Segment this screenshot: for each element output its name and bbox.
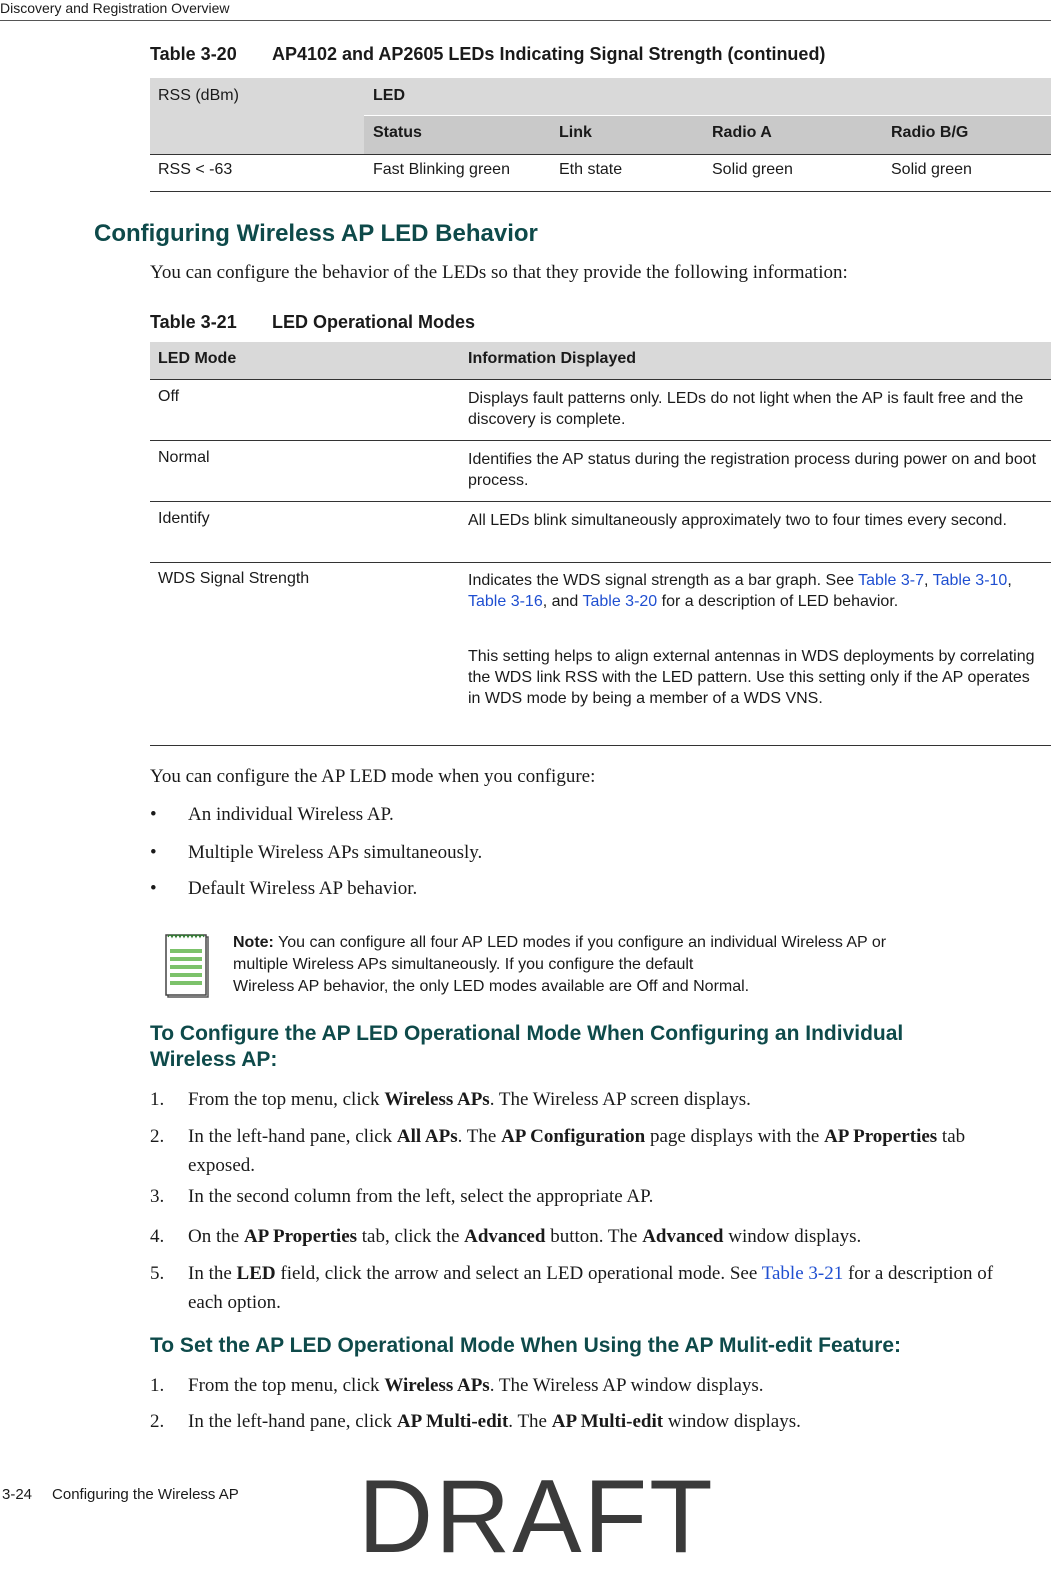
- table-3-21-col-info: Information Displayed: [468, 350, 637, 367]
- table-ref-link[interactable]: Table 3-10: [932, 572, 1008, 589]
- bullet-dot: •: [150, 878, 157, 899]
- table-cell-info: All LEDs blink simultaneously approximately two to four times every second.: [468, 512, 1007, 529]
- table-3-20: [150, 78, 1051, 192]
- ui-term: Advanced: [464, 1226, 546, 1247]
- table-ref-link[interactable]: Table 3-16: [468, 593, 543, 610]
- header-rule: [0, 20, 1051, 21]
- step-text: [188, 1259, 1028, 1317]
- step-text-run: for a description of each option.: [188, 1263, 994, 1313]
- step-number: 2.: [150, 1411, 165, 1432]
- step-text-run: . The Wireless AP window displays.: [489, 1375, 764, 1396]
- step-text-run: tab, click the: [357, 1226, 465, 1247]
- bullet-dot: •: [150, 804, 157, 825]
- note-label: Note:: [233, 934, 274, 951]
- step-number: 5.: [150, 1263, 165, 1284]
- note-text: [233, 932, 1033, 998]
- draft-watermark: DRAFT: [358, 1459, 715, 1575]
- info-text: , and: [542, 593, 583, 610]
- ui-term: AP Configuration: [501, 1126, 646, 1147]
- table-rule: [150, 379, 1051, 380]
- step-text-run: . The Wireless AP screen displays.: [489, 1089, 751, 1110]
- table-cell-info: [468, 570, 1043, 612]
- running-header: Discovery and Registration Overview: [0, 0, 230, 16]
- ui-term: Wireless APs: [384, 1375, 490, 1396]
- step-text: [188, 1182, 1028, 1211]
- ui-term: Advanced: [642, 1226, 724, 1247]
- table-3-20-header-rule: [150, 154, 1051, 155]
- table-3-20-rss-band: [150, 115, 364, 154]
- step-text-run: In the: [188, 1263, 237, 1284]
- step-text-run: In the second column from the left, select the appropriate AP.: [188, 1186, 654, 1207]
- bullet-item: Default Wireless AP behavior.: [188, 878, 418, 899]
- note-line-2: multiple Wireless APs simultaneously. If you configure the default: [233, 956, 694, 973]
- table-rule: [150, 745, 1051, 746]
- ui-term: AP Properties: [824, 1126, 938, 1147]
- info-text: for a description of LED behavior.: [657, 593, 899, 610]
- footer-chapter: Configuring the Wireless AP: [52, 1486, 239, 1503]
- table-cell-info: Displays fault patterns only. LEDs do not light when the AP is fault free and the discovery is complete.: [468, 390, 1024, 428]
- table-3-20-title: AP4102 and AP2605 LEDs Indicating Signal Strength (continued): [272, 44, 826, 64]
- step-text: [188, 1371, 1028, 1400]
- table-3-20-sub-radio-a: Radio A: [712, 124, 772, 141]
- table-cell: Eth state: [559, 161, 623, 178]
- table-rule: [150, 562, 1051, 563]
- table-3-20-sub-radio-bg: Radio B/G: [891, 124, 969, 141]
- table-ref-link[interactable]: Table 3-20: [582, 593, 658, 610]
- table-3-20-sub-link: Link: [559, 124, 592, 141]
- step-text-run: field, click the arrow and select an LED operational mode. See: [275, 1263, 762, 1284]
- table-3-20-bottom-rule: [150, 191, 1051, 192]
- step-text-run: In the left-hand pane, click: [188, 1126, 397, 1147]
- step-text-run: button. The: [545, 1226, 643, 1247]
- table-cell-info-2: This setting helps to align external antennas in WDS deployments by correlating the WDS link RSS with the LED pattern. Use this setting only if the AP operates in WDS mode by being a member of a WDS VNS.: [468, 648, 1035, 707]
- step-number: 2.: [150, 1126, 165, 1147]
- table-3-20-sub-status: Status: [373, 124, 422, 141]
- step-text-run: From the top menu, click: [188, 1089, 385, 1110]
- ui-term: AP Properties: [243, 1226, 358, 1247]
- note-line-1: [233, 932, 1033, 954]
- procedure-1-title: [150, 1021, 903, 1073]
- table-3-21-caption: [150, 312, 475, 333]
- note-line-3: Wireless AP behavior, the only LED modes available are Off and Normal.: [233, 978, 750, 995]
- table-3-20-caption: [150, 44, 825, 65]
- table-3-21-title: LED Operational Modes: [272, 312, 476, 332]
- procedure-1-title-line-1: To Configure the AP LED Operational Mode When Configuring an Individual: [150, 1022, 904, 1045]
- step-number: 1.: [150, 1375, 165, 1396]
- step-text-run: tab exposed.: [188, 1126, 966, 1176]
- step-text-run: On the: [188, 1226, 244, 1247]
- step-number: 4.: [150, 1226, 165, 1247]
- table-3-20-number: Table 3-20: [150, 44, 237, 64]
- step-number: 1.: [150, 1089, 165, 1110]
- table-ref-link[interactable]: Table 3-21: [761, 1263, 844, 1284]
- step-text-run: page displays with the: [645, 1126, 825, 1147]
- table-3-20-divider: [364, 115, 1051, 116]
- footer-page-number: 3-24: [2, 1486, 33, 1503]
- ui-term: AP Multi-edit: [551, 1411, 664, 1432]
- step-number: 3.: [150, 1186, 165, 1207]
- note-text-part: You can configure all four AP LED modes if you configure an individual Wireless AP or: [273, 934, 887, 951]
- table-cell: RSS < -63: [158, 161, 233, 178]
- table-cell: Solid green: [712, 161, 793, 178]
- step-text: [188, 1222, 1028, 1251]
- page-footer: [2, 1486, 239, 1503]
- table-3-20-header-band: [150, 78, 1051, 116]
- step-text-run: window displays.: [663, 1411, 801, 1432]
- procedure-2-title: To Set the AP LED Operational Mode When Using the AP Mulit-edit Feature:: [150, 1334, 901, 1357]
- step-text: [188, 1407, 1028, 1436]
- info-text: Indicates the WDS signal strength as a bar graph. See: [468, 572, 859, 589]
- step-text-run: In the left-hand pane, click: [188, 1411, 397, 1432]
- bullet-dot: •: [150, 842, 157, 863]
- bullet-item: An individual Wireless AP.: [188, 804, 394, 825]
- ui-term: AP Multi-edit: [396, 1411, 509, 1432]
- table-cell-info: Identifies the AP status during the registration process during power on and boot process.: [468, 451, 1037, 489]
- table-cell-mode: Off: [158, 388, 180, 405]
- ui-term: All APs: [396, 1126, 458, 1147]
- section-title: Configuring Wireless AP LED Behavior: [94, 220, 538, 247]
- note-pad-icon: [165, 933, 211, 999]
- ui-term: Wireless APs: [384, 1089, 490, 1110]
- configure-when-text: You can configure the AP LED mode when you configure:: [150, 766, 596, 787]
- table-3-20-col-led: LED: [373, 87, 405, 104]
- step-text: [188, 1085, 1028, 1114]
- table-3-21: [150, 342, 1051, 746]
- step-text: [188, 1122, 1028, 1180]
- table-3-21-col-mode: LED Mode: [158, 350, 237, 367]
- table-cell-mode: Normal: [158, 449, 210, 466]
- table-cell: Fast Blinking green: [373, 161, 510, 178]
- step-text-run: From the top menu, click: [188, 1375, 385, 1396]
- step-text-run: window displays.: [723, 1226, 862, 1247]
- table-rule: [150, 501, 1051, 502]
- info-text: ,: [923, 572, 933, 589]
- step-text-run: . The: [508, 1411, 552, 1432]
- step-text-run: . The: [457, 1126, 502, 1147]
- ui-term: LED: [236, 1263, 276, 1284]
- table-3-21-number: Table 3-21: [150, 312, 237, 332]
- table-cell-mode: Identify: [158, 510, 210, 527]
- table-rule: [150, 440, 1051, 441]
- bullet-item: Multiple Wireless APs simultaneously.: [188, 842, 483, 863]
- table-3-20-col-rss: RSS (dBm): [158, 87, 239, 104]
- table-cell-mode: WDS Signal Strength: [158, 570, 310, 587]
- table-ref-link[interactable]: Table 3-7: [858, 572, 924, 589]
- procedure-1-title-line-2: Wireless AP:: [150, 1048, 278, 1071]
- intro-text: You can configure the behavior of the LEDs so that they provide the following information:: [150, 262, 848, 283]
- table-cell: Solid green: [891, 161, 972, 178]
- info-text: ,: [1007, 572, 1012, 589]
